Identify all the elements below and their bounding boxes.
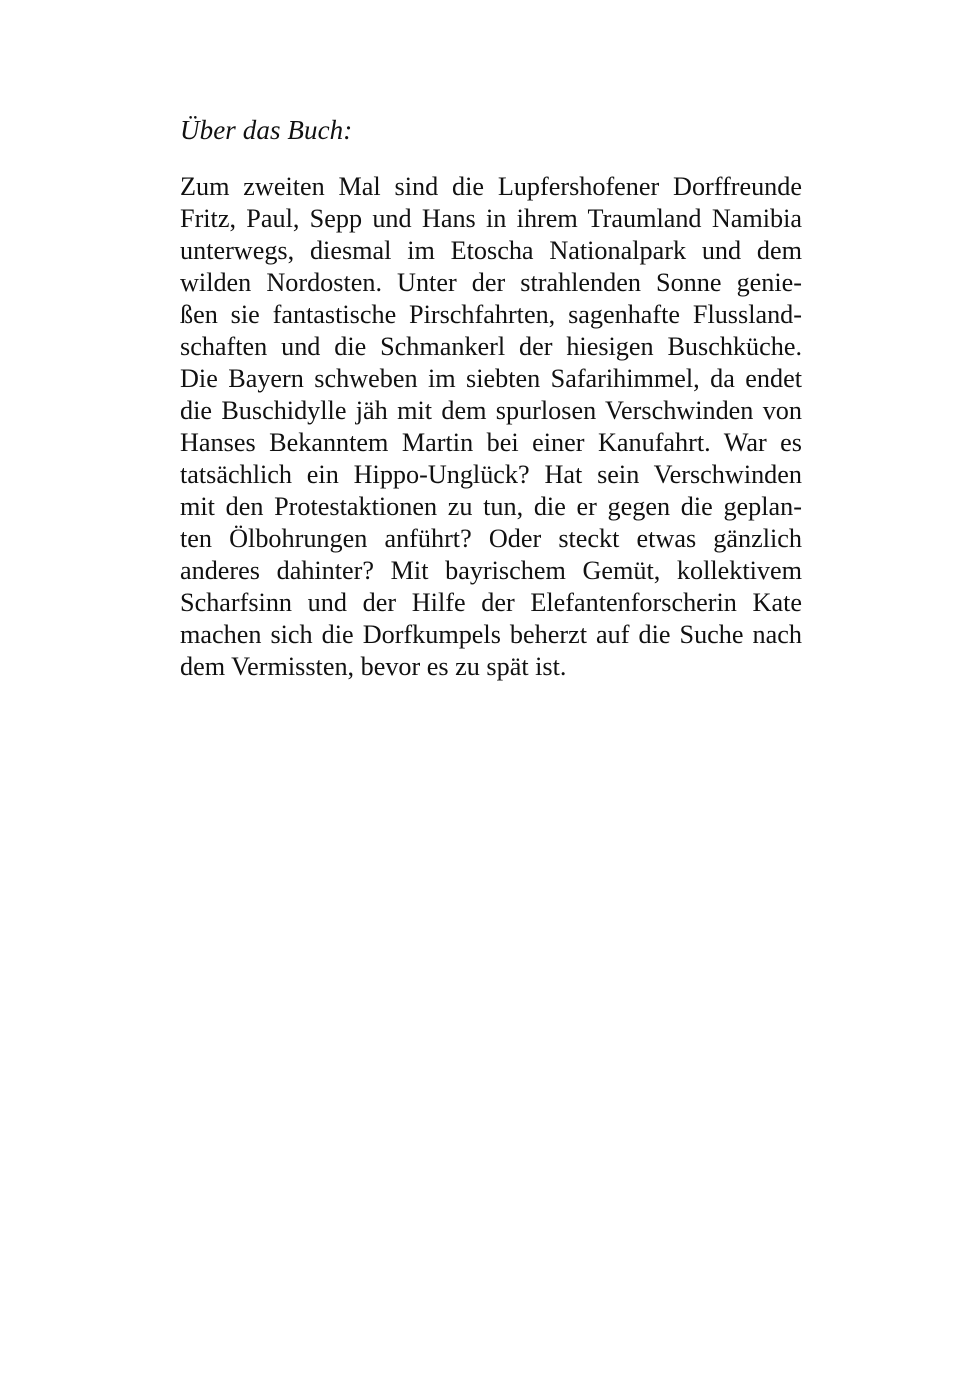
text-line: schaften und die Schmankerl der hiesigen Buschküche. — [180, 332, 802, 361]
text-line: mit den Protestaktionen zu tun, die er gegen die geplan- — [180, 492, 802, 521]
text-line: die Buschidylle jäh mit dem spurlosen Verschwinden von — [180, 396, 802, 425]
text-line: dem Vermissten, bevor es zu spät ist. — [180, 652, 567, 681]
book-description — [180, 171, 802, 683]
text-line: Fritz, Paul, Sepp und Hans in ihrem Traumland Namibia — [180, 204, 802, 233]
text-line: machen sich die Dorfkumpels beherzt auf die Suche nach — [180, 620, 802, 649]
text-line: unterwegs, diesmal im Etoscha Nationalpark und dem — [180, 236, 802, 265]
text-line: tatsächlich ein Hippo-Unglück? Hat sein Verschwinden — [180, 460, 802, 489]
text-line: Hanses Bekanntem Martin bei einer Kanufahrt. War es — [180, 428, 802, 457]
text-line: Zum zweiten Mal sind die Lupfershofener Dorffreunde — [180, 172, 802, 201]
text-line: ßen sie fantastische Pirschfahrten, sagenhafte Flussland- — [180, 300, 802, 329]
text-line: ten Ölbohrungen anführt? Oder steckt etwas gänzlich — [180, 524, 802, 553]
text-line: Scharfsinn und der Hilfe der Elefantenforscherin Kate — [180, 588, 802, 617]
section-heading: Über das Buch: — [180, 115, 353, 145]
text-line: anderes dahinter? Mit bayrischem Gemüt, kollektivem — [180, 556, 802, 585]
text-line: Die Bayern schweben im siebten Safarihimmel, da endet — [180, 364, 802, 393]
text-line: wilden Nordosten. Unter der strahlenden Sonne genie- — [180, 268, 802, 297]
